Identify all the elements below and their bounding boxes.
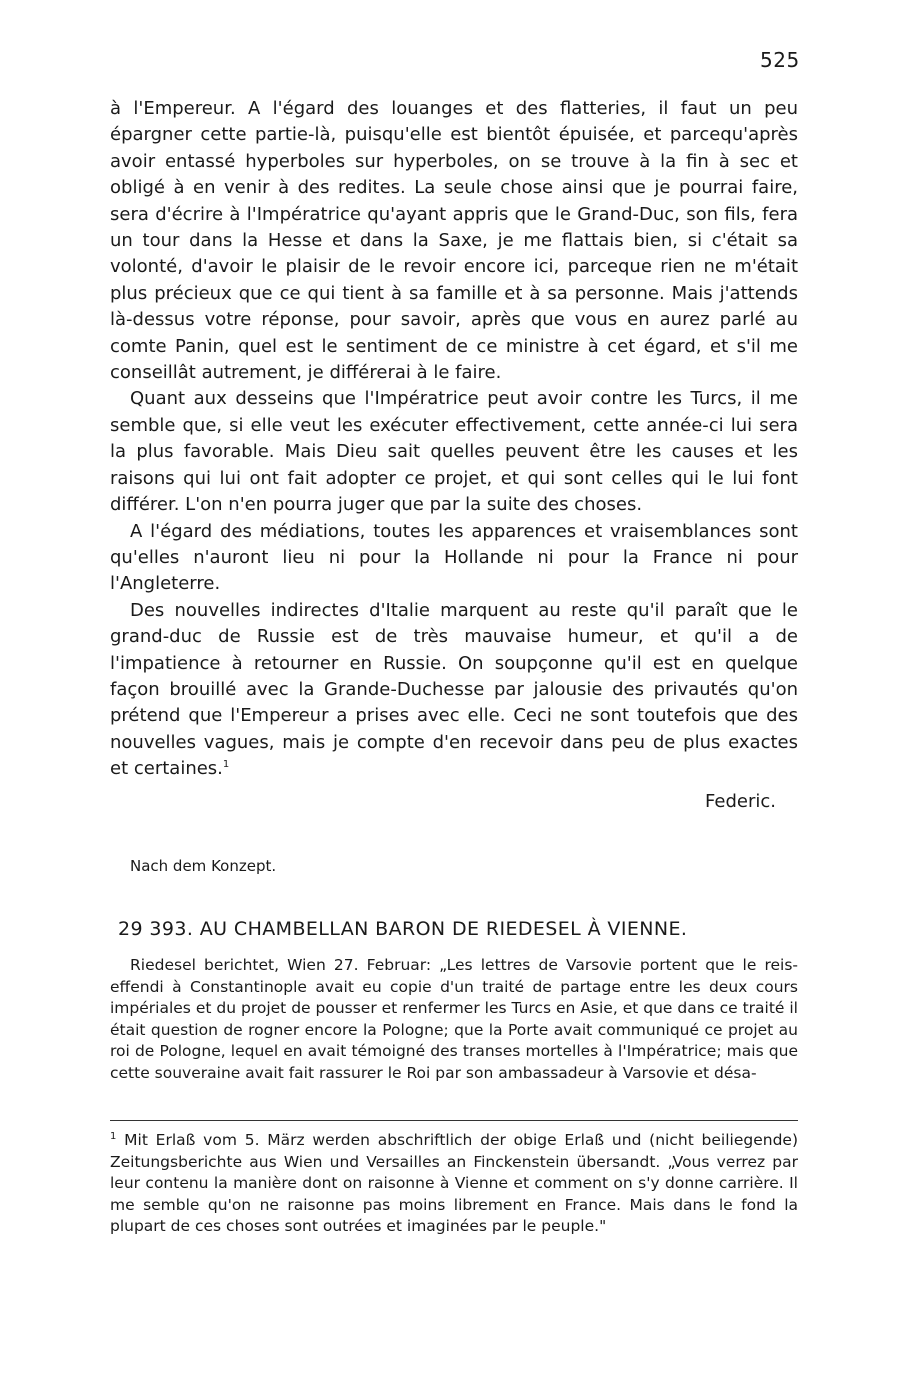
letter-heading: 29 393. AU CHAMBELLAN BARON DE RIEDESEL À VIENNE.: [118, 918, 688, 940]
footnote-marker: 1: [110, 1130, 117, 1142]
signature: Federic.: [705, 790, 776, 812]
paragraph-4-text: Des nouvelles indirectes d'Italie marquent au reste qu'il paraît que le grand-duc de Russie est de très mauvaise humeur, et qu'il a de l'impatience à retourner en Russie. On soupçonne qu'il est en quelque façon brouillé avec la Grande-Duchesse par jalousie des privautés qu'on prétend que l'Empereur a prises avec elle. Ceci ne sont toutefois que des nouvelles vagues, mais je compte d'en recevoir dans peu de plus exactes et certaines.: [110, 599, 798, 780]
signature-row: [110, 783, 798, 815]
letter-body: [110, 96, 798, 815]
paragraph-3: A l'égard des médiations, toutes les apparences et vraisemblances sont qu'elles n'auront lieu ni pour la Hollande ni pour la France ni pour l'Angleterre.: [110, 520, 798, 595]
source-note: Nach dem Konzept.: [130, 857, 277, 875]
paragraph-1: à l'Empereur. A l'égard des louanges et des flatteries, il faut un peu épargner cette partie-là, puisqu'elle est bientôt épuisée, et parcequ'après avoir entassé hyperboles sur hyperboles, on se trouve à la fin à sec et obligé à en venir à des redites. La seule chose ainsi que je pourrai faire, sera d'écrire à l'Impératrice qu'ayant appris que le Grand-Duc, son fils, fera un tour dans la Hesse et dans la Saxe, je me flattais bien, si c'était sa volonté, d'avoir le plaisir de le revoir encore ici, parceque rien ne m'était plus précieux que ce qui tient à sa famille et à sa personne. Mais j'attends là-dessus votre réponse, pour savoir, après que vous en aurez parlé au comte Panin, quel est le sentiment de ce ministre à cet égard, et s'il me conseillât autrement, je différerai à le faire.: [110, 98, 798, 384]
paragraph-4: [110, 598, 798, 783]
footnote-divider: [110, 1120, 798, 1121]
page-number: 525: [760, 48, 800, 72]
paragraph-2: Quant aux desseins que l'Impératrice peut avoir contre les Turcs, il me semble que, si elle veut les exécuter effectivement, cette année-ci lui sera la plus favorable. Mais Dieu sait quelles peuvent être les causes et les raisons qui lui ont fait adopter ce projet, et qui sont celles qui le lui font différer. L'on n'en pourra juger que par la suite des choses.: [110, 388, 798, 516]
footnote-ref: 1: [222, 759, 230, 771]
report-summary: [110, 955, 798, 1085]
footnote-text: Mit Erlaß vom 5. März werden abschriftlich der obige Erlaß und (nicht beiliegende) Zeitungsberichte aus Wien und Versailles an Finckenstein übersandt. „Vous verrez par leur contenu la manière dont on raisonne à Vienne et comment on s'y donne carrière. Il me semble qu'on ne raisonne pas moins librement en France. Mais dans le fond la plupart de ces choses sont outrées et imaginées par le peuple.": [110, 1131, 798, 1236]
summary-text: Riedesel berichtet, Wien 27. Februar: „Les lettres de Varsovie portent que le reis-effendi à Constantinople avait eu copie d'un traité de partage entre les deux cours impériales et du projet de pousser et renfermer les Turcs en Asie, et que dans ce traité il était question de rogner encore la Pologne; que la Porte avait communiqué ce projet au roi de Pologne, lequel en avait témoigné des transes mortelles à l'Impératrice; mais que cette souveraine avait fait rassurer le Roi par son ambassadeur à Varsovie et désa-: [110, 956, 798, 1082]
footnote-paragraph: [110, 1130, 798, 1238]
footnote: [110, 1130, 798, 1238]
